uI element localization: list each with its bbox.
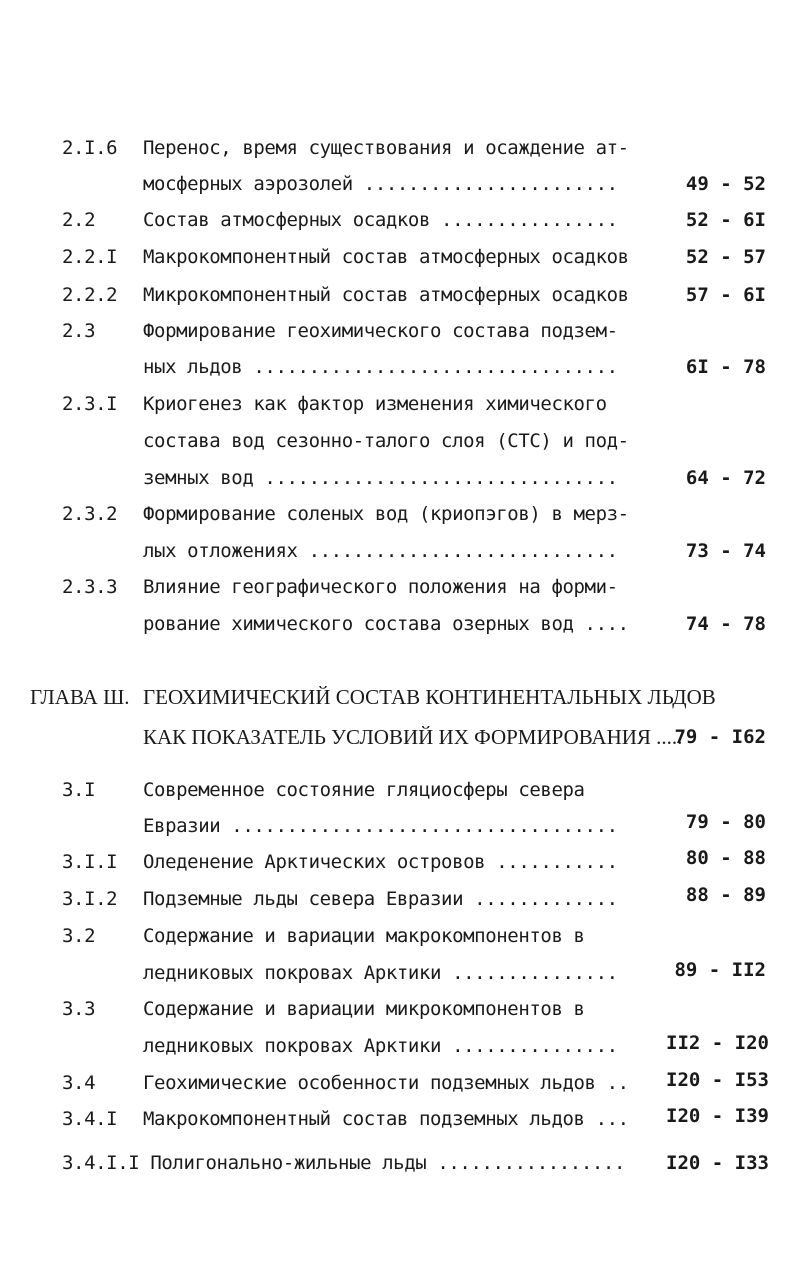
entry-number: 2.2.2	[62, 284, 118, 306]
entry-pages: 6I - 78	[685, 356, 766, 378]
entry-title-line: лых отложениях ............................	[143, 540, 618, 562]
entry-title-line: Криогенез как фактор изменения химического	[143, 393, 607, 415]
entry-title-line: земных вод ................................	[143, 467, 618, 489]
entry-title-line: Макрокомпонентный состав атмосферных осадков	[143, 246, 629, 268]
entry-number: 2.3.2	[62, 503, 118, 525]
entry-title-line: Содержание и вариации микрокомпонентов в	[143, 998, 585, 1020]
entry-pages: 73 - 74	[685, 540, 766, 562]
entry-number: 3.4.I.I	[62, 1152, 140, 1174]
entry-title-line: Современное состояние гляциосферы севера	[143, 779, 585, 801]
entry-number: 3.4	[62, 1072, 96, 1094]
entry-pages: 88 - 89	[685, 884, 766, 906]
chapter-pages: 79 - I62	[674, 726, 766, 748]
entry-title-line: Оледенение Арктических островов ...........	[143, 851, 618, 873]
entry-title-line: состава вод сезонно-талого слоя (СТС) и под-	[143, 430, 629, 452]
entry-number: 3.I.I	[62, 851, 118, 873]
entry-title-line: Влияние географического положения на форми-	[143, 576, 618, 598]
entry-title-line: Евразии ...................................	[143, 815, 618, 837]
entry-pages: 64 - 72	[685, 467, 766, 489]
entry-pages: 89 - II2	[674, 959, 766, 981]
entry-title-line: ледниковых покровах Арктики ...............	[143, 962, 618, 984]
entry-pages: 57 - 6I	[685, 284, 766, 306]
entry-pages: I20 - I39	[666, 1105, 769, 1127]
entry-title-line: Содержание и вариации макрокомпонентов в	[143, 925, 585, 947]
entry-title-line: Микрокомпонентный состав атмосферных осадков	[143, 284, 629, 306]
entry-title-line: Геохимические особенности подземных льдов ..	[143, 1072, 629, 1094]
entry-pages: 52 - 6I	[685, 209, 766, 231]
entry-title-line: Полигонально-жильные льды .................	[150, 1152, 626, 1174]
entry-pages: 80 - 88	[685, 847, 766, 869]
entry-number: 2.3.3	[62, 576, 118, 598]
chapter-title-line: КАК ПОКАЗАТЕЛЬ УСЛОВИЙ ИХ ФОРМИРОВАНИЯ .....	[143, 725, 683, 749]
entry-pages: 52 - 57	[685, 246, 766, 268]
entry-pages: 49 - 52	[685, 173, 766, 195]
entry-title-line: Формирование геохимического состава подзем-	[143, 320, 618, 342]
entry-pages: I20 - I33	[666, 1152, 769, 1174]
entry-number: 2.2	[62, 209, 96, 231]
entry-pages: 79 - 80	[685, 811, 766, 833]
entry-title-line: ных льдов .................................	[143, 356, 618, 378]
entry-number: 2.2.I	[62, 246, 118, 268]
entry-pages: 74 - 78	[685, 613, 766, 635]
entry-row	[62, 1151, 625, 1175]
entry-title-line: Состав атмосферных осадков ................	[143, 209, 618, 231]
entry-number: 2.I.6	[62, 137, 118, 159]
entry-title-line: Подземные льды севера Евразии .............	[143, 888, 618, 910]
chapter-title-line: ГЕОХИМИЧЕСКИЙ СОСТАВ КОНТИНЕНТАЛЬНЫХ ЛЬДОВ	[143, 685, 716, 709]
entry-pages: I20 - I53	[666, 1069, 769, 1091]
entry-number: 3.4.I	[62, 1108, 118, 1130]
entry-number: 3.I.2	[62, 888, 118, 910]
entry-title-line: рование химического состава озерных вод ....	[143, 613, 629, 635]
entry-number: 3.2	[62, 925, 96, 947]
entry-number: 3.3	[62, 998, 96, 1020]
entry-number: 3.I	[62, 779, 96, 801]
entry-number: 2.3	[62, 320, 96, 342]
entry-title-line: Макрокомпонентный состав подземных льдов ...	[143, 1108, 629, 1130]
entry-title-line: ледниковых покровах Арктики ...............	[143, 1035, 618, 1057]
entry-pages: II2 - I20	[666, 1032, 769, 1054]
entry-number: 2.3.I	[62, 393, 118, 415]
entry-title-line: Формирование соленых вод (криопэгов) в мерз-	[143, 503, 629, 525]
chapter-number: ГЛАВА Ш.	[30, 685, 130, 709]
entry-title-line: мосферных аэрозолей .......................	[143, 173, 618, 195]
entry-title-line: Перенос, время существования и осаждение ат-	[143, 137, 629, 159]
